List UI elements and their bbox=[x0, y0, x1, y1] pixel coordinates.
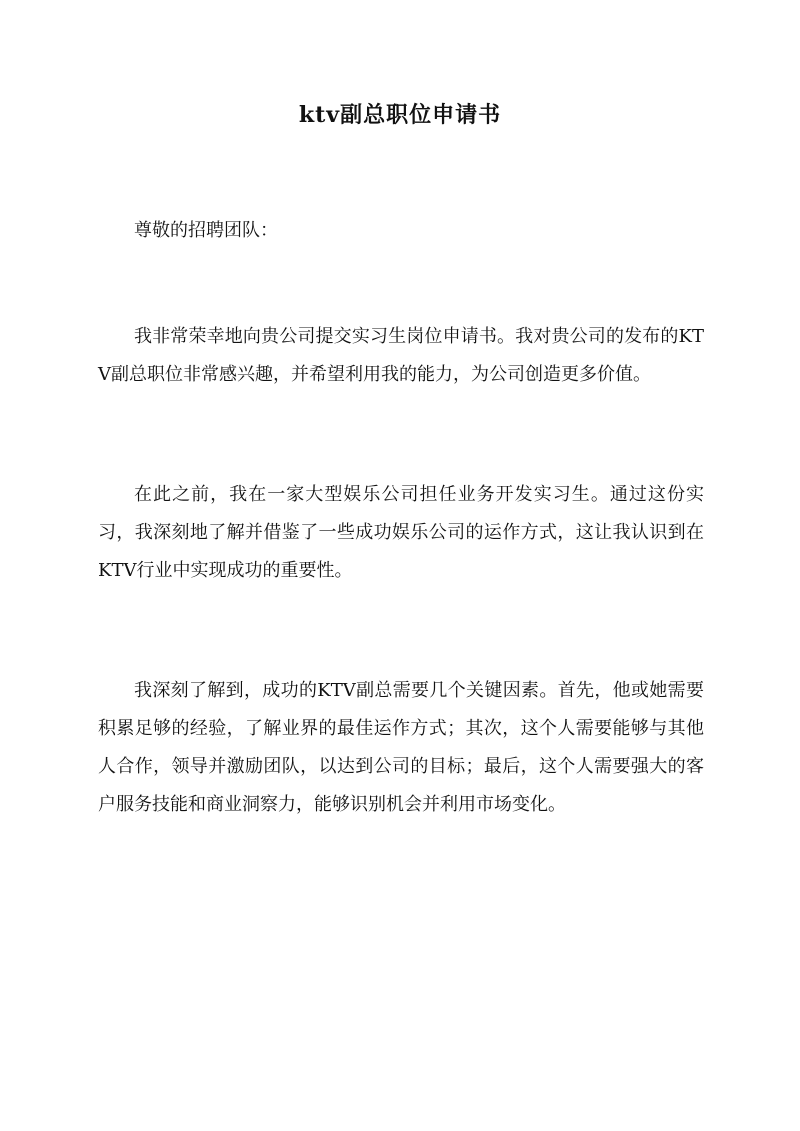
paragraph-experience: 在此之前，我在一家大型娱乐公司担任业务开发实习生。通过这份实习，我深刻地了解并借鉴了一些成功娱乐公司的运作方式，这让我认识到在KTV行业中实现成功的重要性。 bbox=[98, 484, 704, 581]
paragraph-intro: 我非常荣幸地向贵公司提交实习生岗位申请书。我对贵公司的发布的KTV副总职位非常感兴趣，并希望利用我的能力，为公司创造更多价值。 bbox=[98, 326, 704, 385]
paragraph-key-factors: 我深刻了解到，成功的KTV副总需要几个关键因素。首先，他或她需要积累足够的经验，了解业界的最佳运作方式；其次，这个人需要能够与其他人合作，领导并激励团队，以达到公司的目标；最后，这个人需要强大的客户服务技能和商业洞察力，能够识别机会并利用市场变化。 bbox=[98, 680, 704, 815]
document-title: ktv副总职位申请书 bbox=[298, 102, 502, 128]
salutation: 尊敬的招聘团队： bbox=[134, 220, 278, 241]
